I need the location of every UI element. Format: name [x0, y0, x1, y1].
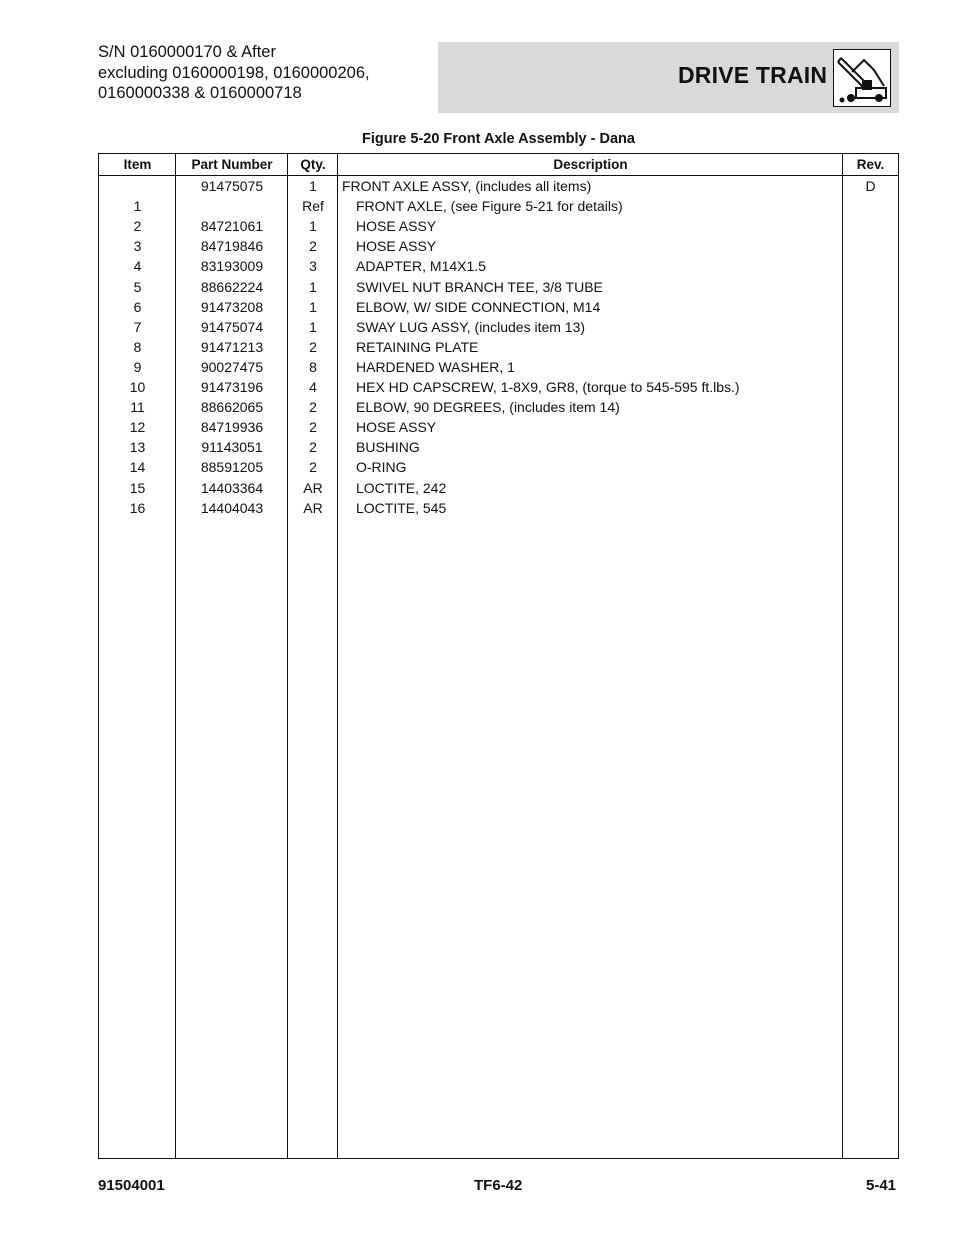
column-header-description: Description — [553, 157, 628, 172]
table-row — [99, 256, 898, 276]
description-cell: HARDENED WASHER, 1 — [356, 358, 515, 375]
description-cell: BUSHING — [356, 439, 420, 456]
table-row — [99, 216, 898, 236]
item-cell: 12 — [129, 419, 146, 436]
part-number-cell: 84719936 — [200, 419, 264, 436]
telehandler-icon — [834, 50, 890, 106]
description-cell: HOSE ASSY — [356, 419, 437, 436]
description-cell: HOSE ASSY — [356, 238, 437, 255]
description-cell: SWAY LUG ASSY, (includes item 13) — [356, 318, 586, 335]
figure-title: Figure 5-20 Front Axle Assembly - Dana — [362, 131, 635, 147]
footer-manual-number: 91504001 — [98, 1177, 165, 1194]
item-cell: 10 — [129, 379, 146, 395]
column-header-part-number: Part Number — [191, 157, 273, 172]
table-row — [99, 337, 898, 357]
qty-cell: Ref — [302, 198, 324, 215]
part-number-cell: 91473196 — [200, 379, 264, 395]
part-number-cell: 91475075 — [200, 178, 264, 194]
item-cell: 8 — [133, 338, 142, 355]
part-number-cell: 88662065 — [200, 399, 264, 416]
description-cell: ELBOW, 90 DEGREES, (includes item 14) — [356, 399, 620, 416]
item-cell: 14 — [129, 459, 146, 476]
qty-cell: 1 — [309, 178, 317, 194]
description-cell: FRONT AXLE, (see Figure 5-21 for details) — [356, 198, 623, 215]
table-row — [99, 498, 898, 518]
part-number-cell: 90027475 — [200, 358, 264, 375]
table-row — [99, 437, 898, 457]
qty-cell: 1 — [309, 298, 317, 315]
serial-line-1: S/N 0160000170 & After — [98, 43, 276, 61]
item-cell: 7 — [133, 318, 142, 335]
part-number-cell: 88591205 — [200, 459, 264, 476]
item-cell: 11 — [130, 399, 145, 416]
description-cell: ADAPTER, M14X1.5 — [356, 258, 486, 275]
column-header-rev: Rev. — [856, 157, 885, 172]
item-cell: 4 — [133, 258, 142, 275]
qty-cell: 1 — [309, 278, 317, 295]
part-number-cell: 84719846 — [200, 238, 264, 255]
column-header-item: Item — [123, 157, 152, 172]
qty-cell: 1 — [309, 218, 317, 235]
table-row — [99, 317, 898, 337]
part-number-cell: 14403364 — [200, 479, 264, 496]
column-header-qty: Qty. — [300, 157, 326, 172]
description-cell: HEX HD CAPSCREW, 1-8X9, GR8, (torque to 545-595 ft.lbs.) — [356, 379, 740, 395]
table-row — [99, 397, 898, 417]
footer-model: TF6-42 — [474, 1177, 523, 1194]
part-number-cell: 91471213 — [200, 338, 264, 355]
qty-cell: 2 — [309, 419, 317, 436]
item-cell: 3 — [133, 238, 142, 255]
rev-cell: D — [865, 178, 876, 194]
qty-cell: 4 — [309, 379, 317, 395]
part-number-cell: 83193009 — [200, 258, 264, 275]
description-cell: LOCTITE, 242 — [356, 479, 447, 496]
table-row — [99, 297, 898, 317]
section-banner — [438, 42, 899, 113]
item-cell: 2 — [133, 218, 142, 235]
part-number-cell: 84721061 — [200, 218, 264, 235]
qty-cell: AR — [303, 479, 323, 496]
item-cell: 6 — [133, 298, 142, 315]
part-number-cell: 88662224 — [200, 278, 264, 295]
table-row — [99, 196, 898, 216]
description-cell: FRONT AXLE ASSY, (includes all items) — [342, 178, 592, 194]
description-cell: RETAINING PLATE — [356, 338, 479, 355]
item-cell: 1 — [133, 198, 142, 215]
serial-line-3: 0160000338 & 0160000718 — [98, 84, 302, 102]
description-cell: LOCTITE, 545 — [356, 499, 447, 516]
table-row — [99, 377, 898, 397]
qty-cell: 2 — [309, 238, 317, 255]
table-row — [99, 236, 898, 256]
description-cell: HOSE ASSY — [356, 218, 437, 235]
item-cell: 16 — [129, 499, 146, 516]
footer-page-number: 5-41 — [866, 1177, 897, 1194]
table-row — [99, 176, 898, 196]
serial-line-2: excluding 0160000198, 0160000206, — [98, 63, 370, 82]
serial-number-note — [98, 42, 370, 104]
table-row — [99, 478, 898, 498]
part-number-cell: 91143051 — [201, 439, 263, 456]
qty-cell: 2 — [309, 338, 317, 355]
table-row — [99, 457, 898, 477]
parts-table — [98, 153, 899, 1159]
table-row — [99, 357, 898, 377]
description-cell: O-RING — [356, 459, 407, 476]
qty-cell: AR — [303, 499, 323, 516]
qty-cell: 8 — [309, 358, 317, 375]
table-row — [99, 277, 898, 297]
drive-train-icon — [833, 49, 891, 107]
qty-cell: 1 — [309, 318, 317, 335]
part-number-cell: 14404043 — [200, 499, 264, 516]
part-number-cell: 91475074 — [200, 318, 264, 335]
qty-cell: 3 — [309, 258, 317, 275]
item-cell: 13 — [129, 439, 146, 456]
table-row — [99, 417, 898, 437]
item-cell: 9 — [133, 358, 142, 375]
description-cell: ELBOW, W/ SIDE CONNECTION, M14 — [356, 298, 601, 315]
item-cell: 15 — [129, 479, 146, 496]
qty-cell: 2 — [309, 399, 317, 416]
description-cell: SWIVEL NUT BRANCH TEE, 3/8 TUBE — [356, 278, 603, 295]
qty-cell: 2 — [309, 439, 317, 456]
section-title: DRIVE TRAIN — [678, 62, 828, 88]
part-number-cell: 91473208 — [200, 298, 264, 315]
qty-cell: 2 — [309, 459, 317, 476]
item-cell: 5 — [133, 278, 142, 295]
